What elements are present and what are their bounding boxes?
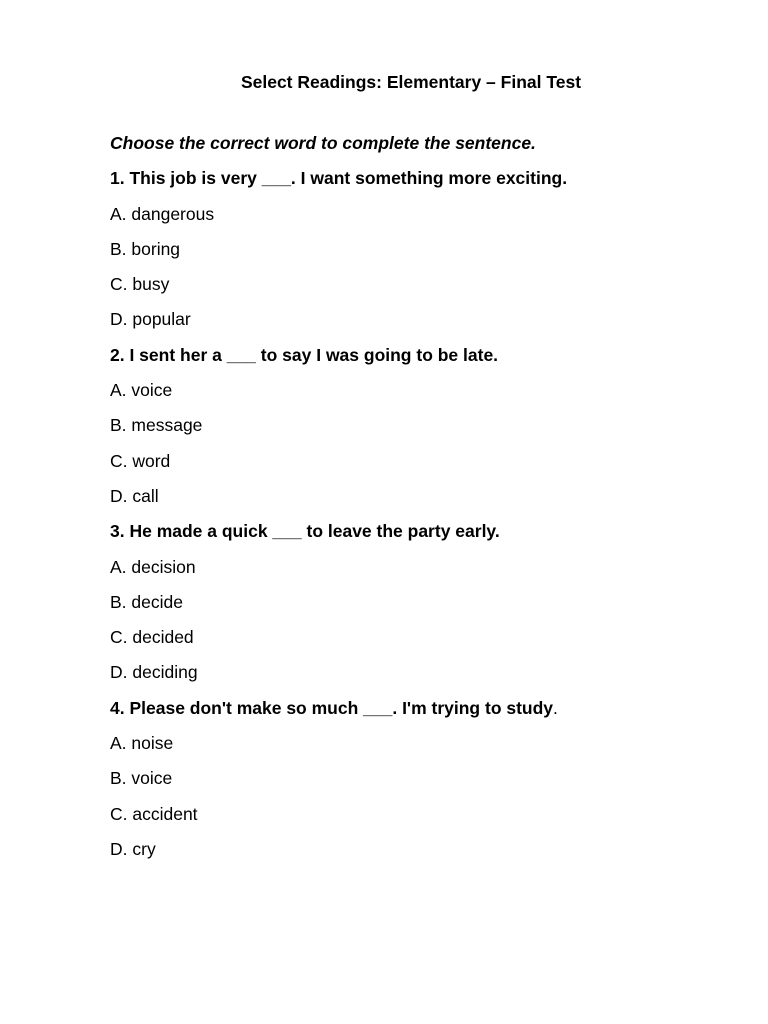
- instruction-text: Choose the correct word to complete the sentence.: [110, 133, 536, 153]
- test-content: [110, 131, 730, 872]
- question-2-option-c: C. word: [110, 450, 171, 471]
- question-1-option-b: B. boring: [110, 238, 181, 259]
- question-1-option-a: A. dangerous: [110, 203, 215, 224]
- question-3: 3. He made a quick ___ to leave the party early.: [110, 521, 500, 542]
- question-4-option-a: A. noise: [110, 733, 174, 754]
- question-2: 2. I sent her a ___ to say I was going to be late.: [110, 344, 499, 365]
- question-4-period: .: [553, 697, 558, 718]
- question-4: [110, 696, 730, 720]
- question-4-option-c: C. accident: [110, 803, 198, 824]
- question-2-option-d: D. call: [110, 485, 159, 506]
- question-3-option-a: A. decision: [110, 556, 196, 577]
- question-3-option-d: D. deciding: [110, 662, 198, 683]
- question-1-option-c: C. busy: [110, 274, 170, 295]
- page-title: Select Readings: Elementary – Final Test: [240, 72, 582, 92]
- question-4-option-d: D. cry: [110, 838, 156, 859]
- question-4-text: 4. Please don't make so much ___. I'm trying to study: [110, 697, 554, 718]
- question-1: 1. This job is very ___. I want something more exciting.: [110, 168, 568, 189]
- question-3-option-b: B. decide: [110, 591, 183, 612]
- question-3-option-c: C. decided: [110, 627, 194, 648]
- question-2-option-a: A. voice: [110, 380, 173, 401]
- question-2-option-b: B. message: [110, 415, 203, 436]
- question-1-option-d: D. popular: [110, 309, 191, 330]
- question-4-option-b: B. voice: [110, 768, 173, 789]
